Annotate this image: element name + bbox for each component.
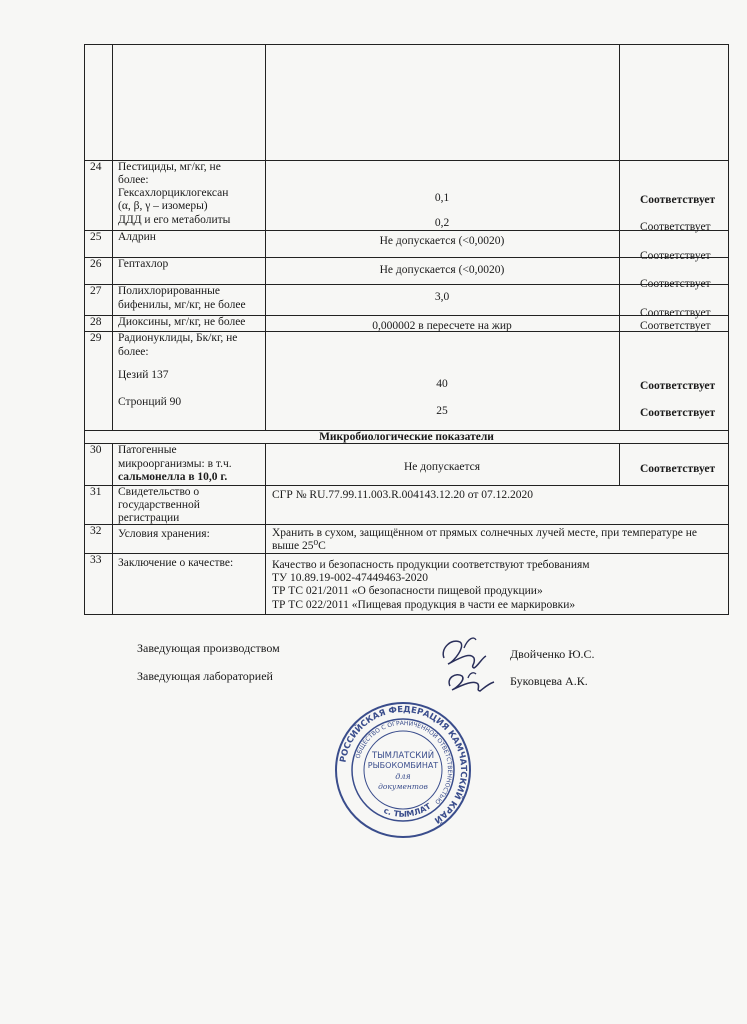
row-name-line: государственной (118, 499, 200, 511)
stamp-center-line4: документов (378, 782, 428, 791)
row-number: 30 (90, 444, 102, 456)
row-divider (84, 230, 729, 231)
row-name-line: Условия хранения: (118, 528, 210, 540)
row-name-line: Пестициды, мг/кг, не (118, 161, 221, 173)
row-wide-line: выше 25⁰С (272, 540, 326, 552)
row-name-line: Заключение о качестве: (118, 557, 234, 569)
row-name-line: более: (118, 346, 149, 358)
row-value: Не допускается (<0,0020) (379, 264, 505, 276)
handwritten-signature (430, 628, 502, 698)
row-number: 27 (90, 285, 102, 297)
row-wide-line: Хранить в сухом, защищённом от прямых солнечных лучей месте, при температуре не (272, 527, 697, 539)
row-number: 29 (90, 332, 102, 344)
row-wide-line: ТУ 10.89.19-002-47449463-2020 (272, 572, 429, 584)
signer-name-laboratory: Буковцева А.К. (510, 674, 588, 688)
row-result: Соответствует (640, 407, 716, 419)
row-number: 28 (90, 316, 102, 328)
row-result: Соответствует (640, 194, 716, 206)
row-divider (84, 524, 729, 525)
row-value: 0,1 (434, 192, 450, 204)
row-name-line: сальмонелла в 10,0 г. (118, 471, 228, 483)
row-name-line: Гексахлорциклогексан (118, 187, 229, 199)
row-name-line: Гептахлор (118, 258, 169, 270)
col-divider (619, 443, 620, 485)
row-value: 0,000002 в пересчете на жир (372, 320, 512, 332)
row-name-line: Патогенные (118, 444, 177, 456)
row-result: Соответствует (640, 463, 716, 475)
signer-name-production: Двойченко Ю.С. (510, 647, 595, 661)
row-number: 31 (90, 486, 102, 498)
row-value: 25 (436, 405, 448, 417)
row-number: 26 (90, 258, 102, 270)
row-divider (84, 257, 729, 258)
row-name-line: бифенилы, мг/кг, не более (118, 299, 246, 311)
col-divider (112, 443, 113, 614)
row-number: 33 (90, 554, 102, 566)
col-divider (112, 44, 113, 430)
stamp-center-line3: для (395, 772, 411, 781)
row-value: 3,0 (434, 291, 450, 303)
signer-role-production: Заведующая производством (137, 641, 280, 655)
row-name-line: Стронций 90 (118, 396, 182, 408)
stamp-middle-ring (352, 719, 454, 821)
row-value: 40 (436, 378, 448, 390)
row-wide-line: СГР № RU.77.99.11.003.R.004143.12.20 от 07.12.2020 (272, 489, 534, 501)
row-name-line: Свидетельство о (118, 486, 200, 498)
row-name-line: (α, β, γ – изомеры) (118, 200, 208, 212)
table-right-border (728, 44, 729, 614)
row-name-line: Радионуклиды, Бк/кг, не (118, 332, 238, 344)
row-wide-line: ТР ТС 021/2011 «О безопасности пищевой продукции» (272, 585, 543, 597)
row-name-line: Цезий 137 (118, 369, 169, 381)
row-wide-line: ТР ТС 022/2011 «Пищевая продукция в части ее маркировки» (272, 599, 576, 611)
row-result: Соответствует (640, 250, 711, 262)
stamp-middle-text: ОБЩЕСТВО С ОГРАНИЧЕННОЙ ОТВЕТСТВЕННОСТЬЮ (354, 719, 454, 806)
row-result: Соответствует (640, 221, 711, 233)
stamp-inner-ring (364, 731, 442, 809)
signer-role-laboratory: Заведующая лабораторией (137, 669, 273, 683)
row-value: 0,2 (434, 217, 450, 229)
row-wide-line: Качество и безопасность продукции соответствуют требованиям (272, 559, 590, 571)
stamp-outer-text: РОССИЙСКАЯ ФЕДЕРАЦИЯ КАМЧАТСКИЙ КРАЙ (338, 704, 469, 825)
row-name-line: ДДД и его метаболиты (118, 214, 231, 226)
row-number: 32 (90, 525, 102, 537)
row-name-line: регистрации (118, 512, 180, 524)
row-value: Не допускается (<0,0020) (379, 235, 505, 247)
organization-stamp (333, 700, 473, 840)
row-name-line: микроорганизмы: в т.ч. (118, 458, 232, 470)
row-divider (84, 553, 729, 554)
table-top-border (84, 44, 729, 45)
row-number: 25 (90, 231, 102, 243)
row-name-line: Алдрин (118, 231, 156, 243)
row-name-line: более: (118, 174, 149, 186)
row-number: 24 (90, 161, 102, 173)
row-name-line: Полихлорированные (118, 285, 220, 297)
row-result: Соответствует (640, 380, 716, 392)
row-name-line: Диоксины, мг/кг, не более (118, 316, 246, 328)
section-header: Микробиологические показатели (319, 431, 494, 443)
row-result: Соответствует (640, 278, 711, 290)
table-left-border (84, 44, 85, 614)
row-value: Не допускается (403, 461, 481, 473)
row-result: Соответствует (640, 320, 711, 332)
stamp-center-line2: РЫБОКОМБИНАТ (367, 761, 439, 770)
row-result: Соответствует (640, 307, 711, 319)
stamp-center-line1: ТЫМЛАТСКИЙ (371, 751, 435, 761)
col-divider (619, 44, 620, 430)
table-bottom-border (84, 614, 729, 615)
stamp-bottom-text: с. ТЫМЛАТ (382, 801, 433, 819)
